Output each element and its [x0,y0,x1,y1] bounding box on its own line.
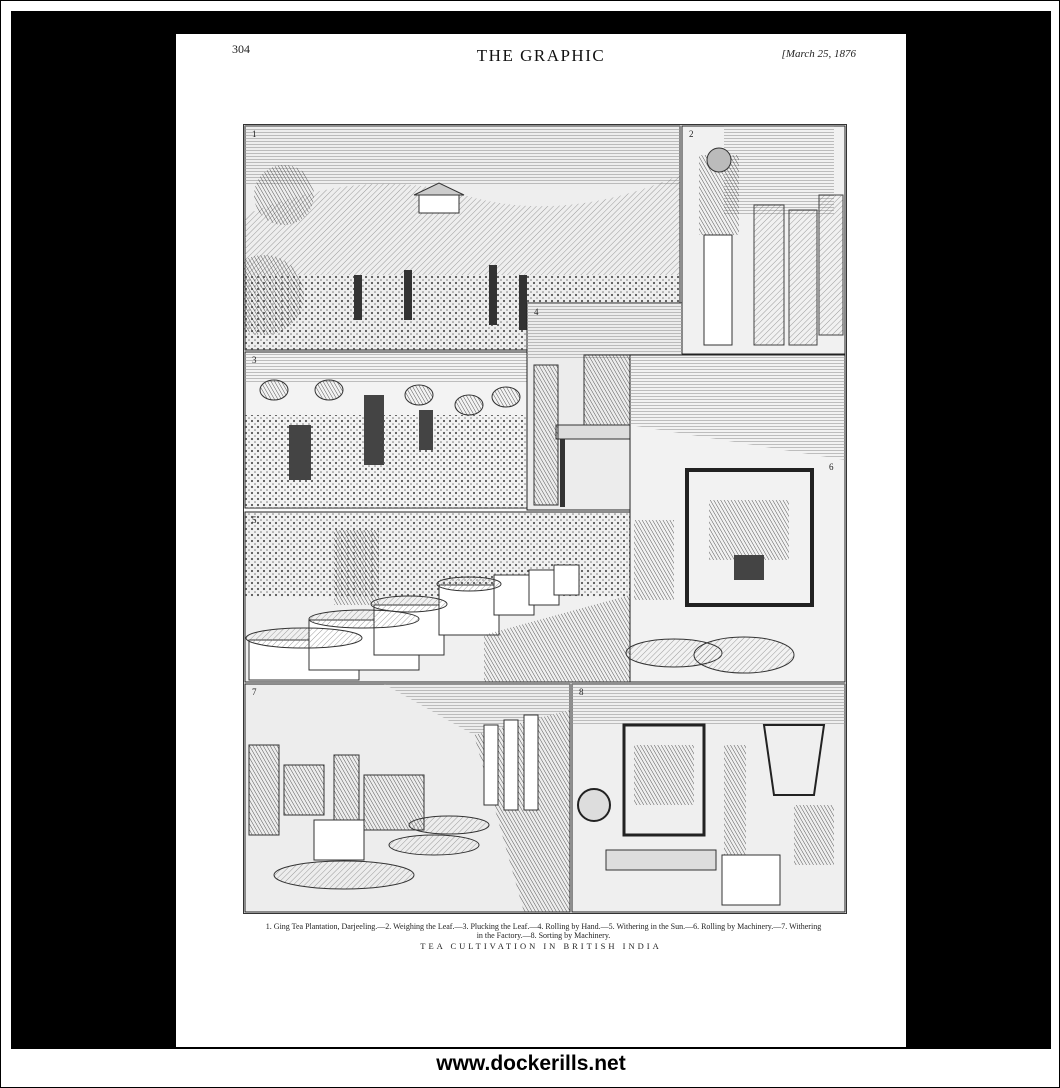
caption-line-2: in the Factory.—8. Sorting by Machinery. [476,931,611,940]
page-number: 304 [232,42,250,56]
panel-2-weighing-leaf [682,126,845,354]
panel-number-1: 1 [252,129,257,139]
panel-8-sorting-by-machinery [572,684,845,912]
panel-5-withering-in-sun [245,512,630,682]
panel-number-4: 4 [534,307,539,317]
plate-title: TEA CULTIVATION IN BRITISH INDIA [420,941,662,951]
masthead-title: THE GRAPHIC [476,46,606,65]
newspaper-page [176,34,906,1047]
panel-number-7: 7 [252,687,257,697]
panel-number-8: 8 [579,687,584,697]
panel-number-5: 5 [252,515,257,525]
panel-number-3: 3 [252,355,257,365]
engraving-illustration [244,125,846,913]
panel-number-6: 6 [829,462,834,472]
panel-number-2: 2 [689,129,694,139]
footer-website-url: www.dockerills.net [436,1052,626,1075]
engraving-plate [243,124,847,914]
panel-6-rolling-by-machinery [626,355,845,682]
issue-date: [March 25, 1876 [781,48,856,60]
caption-line-1: 1. Ging Tea Plantation, Darjeeling.—2. Weighing the Leaf.—3. Plucking the Leaf.—4. Rolling by Hand.—5. Withering in the Sun.—6. Rolling by Machinery.—7. Withering [265,922,822,931]
panel-7-withering-in-factory [245,684,570,912]
black-background-panel [11,11,1051,1049]
panel-3-plucking-leaf [245,352,527,508]
caption-text [236,922,851,940]
